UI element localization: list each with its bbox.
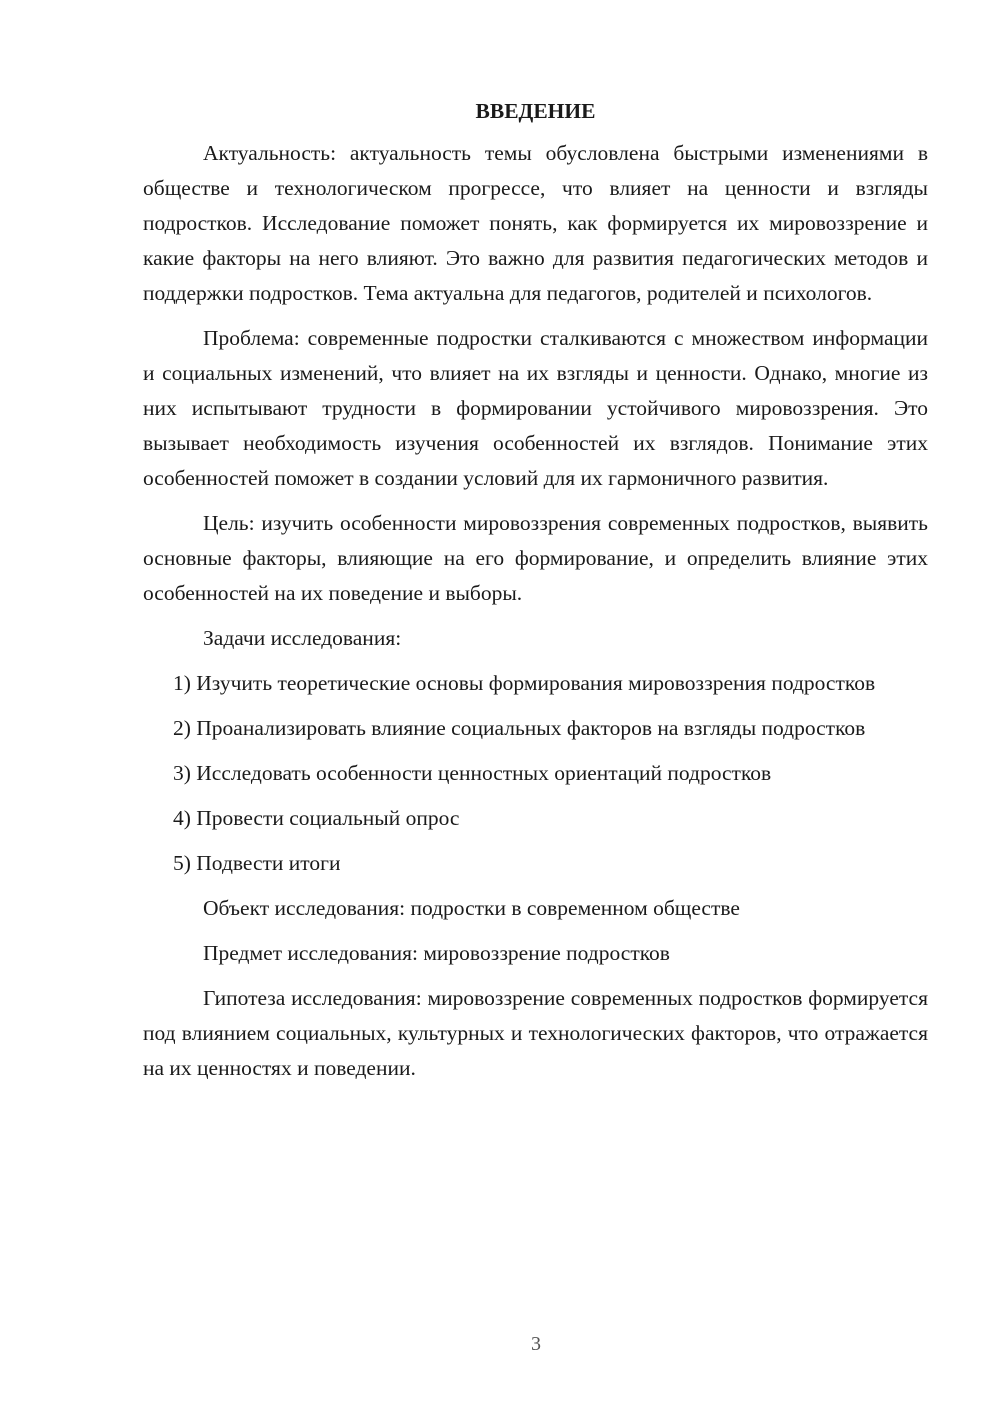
research-object: Объект исследования: подростки в современном обществе xyxy=(203,896,740,920)
relevance-paragraph: Актуальность: актуальность темы обусловлена быстрыми изменениями в обществе и технологическом прогрессе, что влияет на ценности и взгляды подростков. Исследование поможет понять, как формируется их мировоззрение и какие факторы на него влияют. Это важно для развития педагогических методов и поддержки подростков. Тема актуальна для педагогов, родителей и психологов. xyxy=(143,141,928,305)
page-number: 3 xyxy=(531,1333,541,1355)
task-item: 4) Провести социальный опрос xyxy=(173,806,460,830)
research-subject: Предмет исследования: мировоззрение подростков xyxy=(203,941,670,965)
task-item: 3) Исследовать особенности ценностных ориентаций подростков xyxy=(173,761,772,785)
task-item: 2) Проанализировать влияние социальных факторов на взгляды подростков xyxy=(173,716,866,740)
problem-paragraph: Проблема: современные подростки сталкиваются с множеством информации и социальных изменений, что влияет на их взгляды и ценности. Однако, многие из них испытывают трудности в формировании устойчивого мировоззрения. Это вызывает необходимость изучения особенностей их взглядов. Понимание этих особенностей поможет в создании условий для их гармоничного развития. xyxy=(143,326,928,490)
task-item: 1) Изучить теоретические основы формирования мировоззрения подростков xyxy=(173,671,876,695)
hypothesis-paragraph: Гипотеза исследования: мировоззрение современных подростков формируется под влиянием социальных, культурных и технологических факторов, что отражается на их ценностях и поведении. xyxy=(143,986,928,1080)
goal-paragraph: Цель: изучить особенности мировоззрения современных подростков, выявить основные факторы, влияющие на его формирование, и определить влияние этих особенностей на их поведение и выборы. xyxy=(143,511,928,605)
task-item: 5) Подвести итоги xyxy=(173,851,341,875)
document-page xyxy=(143,96,928,1096)
tasks-heading: Задачи исследования: xyxy=(203,626,402,650)
document-title: ВВЕДЕНИЕ xyxy=(475,99,596,123)
